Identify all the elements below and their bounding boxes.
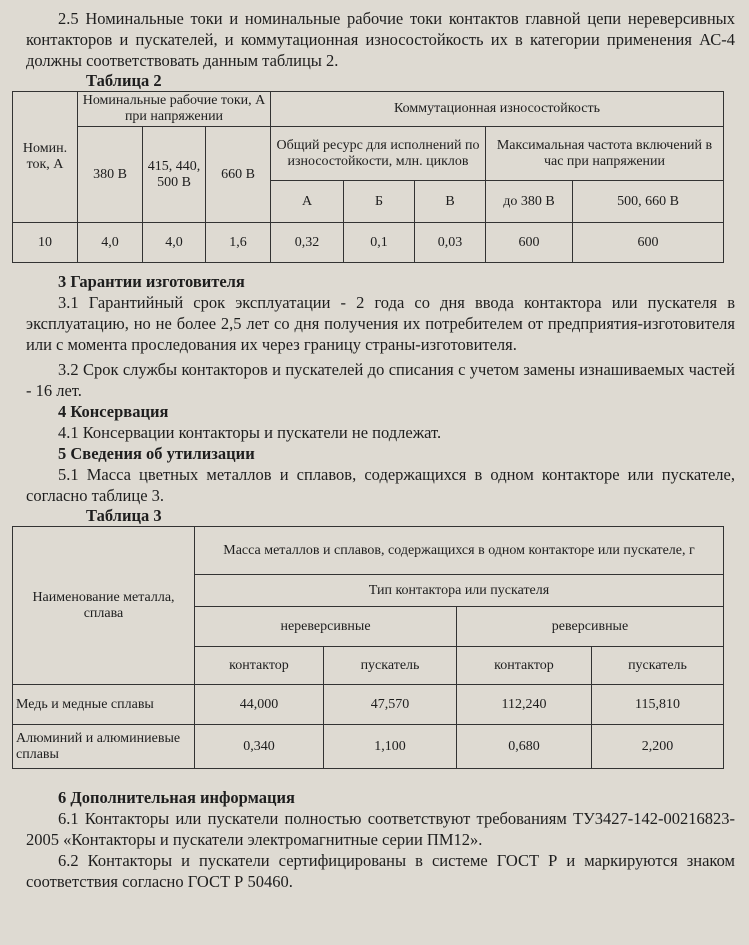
section5-title: 5 Сведения об утилизации <box>58 444 255 463</box>
t2-header-nom: Номин. ток, А <box>13 92 78 223</box>
section5-p1: 5.1 Масса цветных металлов и сплавов, содержащихся в одном контакторе или пускателе, согласно таблице 3. <box>26 465 735 505</box>
t2-cell: 4,0 <box>78 223 143 263</box>
t2-header-v: В <box>415 181 486 223</box>
t3-header-contactor: контактор <box>457 647 592 685</box>
table-row <box>13 725 724 769</box>
t2-cell: 600 <box>486 223 573 263</box>
t3-cell: 2,200 <box>592 725 724 769</box>
t2-header-660: 660 В <box>206 127 271 223</box>
t2-header-to380: до 380 В <box>486 181 573 223</box>
t3-header-contactor: контактор <box>195 647 324 685</box>
t3-cell: 0,680 <box>457 725 592 769</box>
intro-paragraph: 2.5 Номинальные токи и номинальные рабочие токи контактов главной цепи нереверсивных контакторов и пускателей, и коммутационная износостойкость их в категории применения АС-4 должны соответствовать данным таблицы 2. <box>26 9 735 70</box>
section3-p1: 3.1 Гарантийный срок эксплуатации - 2 года со дня ввода контактора или пускателя в эксплуатацию, но не более 2,5 лет со дня получения их потребителем от предприятия-изготовителя или с момента проследования их через границу страны-изготовителя. <box>26 293 735 354</box>
t2-header-500660: 500, 660 В <box>573 181 724 223</box>
t3-cell: 1,100 <box>324 725 457 769</box>
table2-caption: Таблица 2 <box>86 71 162 90</box>
t2-cell: 600 <box>573 223 724 263</box>
t3-header-nonrev: нереверсивные <box>195 607 457 647</box>
t3-cell: 44,000 <box>195 685 324 725</box>
t2-cell: 0,1 <box>344 223 415 263</box>
table2 <box>12 91 724 263</box>
t2-cell: 0,32 <box>271 223 344 263</box>
table-row <box>13 685 724 725</box>
t3-metal-name: Медь и медные сплавы <box>13 685 195 725</box>
t2-cell: 0,03 <box>415 223 486 263</box>
t2-cell: 1,6 <box>206 223 271 263</box>
section3-p2: 3.2 Срок службы контакторов и пускателей до списания с учетом замены изнашиваемых частей - 16 лет. <box>26 360 735 400</box>
t2-header-a: А <box>271 181 344 223</box>
table3 <box>12 526 724 769</box>
t2-header-resource: Общий ресурс для исполнений по износостойкости, млн. циклов <box>271 127 486 181</box>
section6-p2: 6.2 Контакторы и пускатели сертифицированы в системе ГОСТ Р и маркируются знаком соответствия согласно ГОСТ Р 50460. <box>26 851 735 891</box>
t3-cell: 0,340 <box>195 725 324 769</box>
t2-header-380: 380 В <box>78 127 143 223</box>
t3-header-name: Наименование металла, сплава <box>13 527 195 685</box>
t3-cell: 112,240 <box>457 685 592 725</box>
t2-header-b: Б <box>344 181 415 223</box>
t2-cell: 4,0 <box>143 223 206 263</box>
t2-header-415: 415, 440, 500 В <box>143 127 206 223</box>
table3-caption: Таблица 3 <box>86 506 162 525</box>
t3-metal-name: Алюминий и алюминиевые сплавы <box>13 725 195 769</box>
t3-header-mass: Масса металлов и сплавов, содержащихся в одном контакторе или пускателе, г <box>195 527 724 575</box>
t2-cell: 10 <box>13 223 78 263</box>
t3-cell: 47,570 <box>324 685 457 725</box>
table-row <box>13 223 724 263</box>
section4-p1: 4.1 Консервации контакторы и пускатели не подлежат. <box>58 423 442 442</box>
t2-header-freq: Максимальная частота включений в час при напряжении <box>486 127 724 181</box>
section3-title: 3 Гарантии изготовителя <box>58 272 245 291</box>
t3-header-starter: пускатель <box>592 647 724 685</box>
t3-header-rev: реверсивные <box>457 607 724 647</box>
section6-p1: 6.1 Контакторы или пускатели полностью соответствуют требованиям ТУ3427-142-00216823-2005 «Контакторы и пускатели электромагнитные серии ПМ12». <box>26 809 735 849</box>
t3-header-type: Тип контактора или пускателя <box>195 575 724 607</box>
t3-cell: 115,810 <box>592 685 724 725</box>
t2-header-work: Номинальные рабочие токи, А при напряжении <box>78 92 271 127</box>
t2-header-wear: Коммутационная износостойкость <box>271 92 724 127</box>
t3-header-starter: пускатель <box>324 647 457 685</box>
section4-title: 4 Консервация <box>58 402 169 421</box>
section6-title: 6 Дополнительная информация <box>58 788 295 807</box>
